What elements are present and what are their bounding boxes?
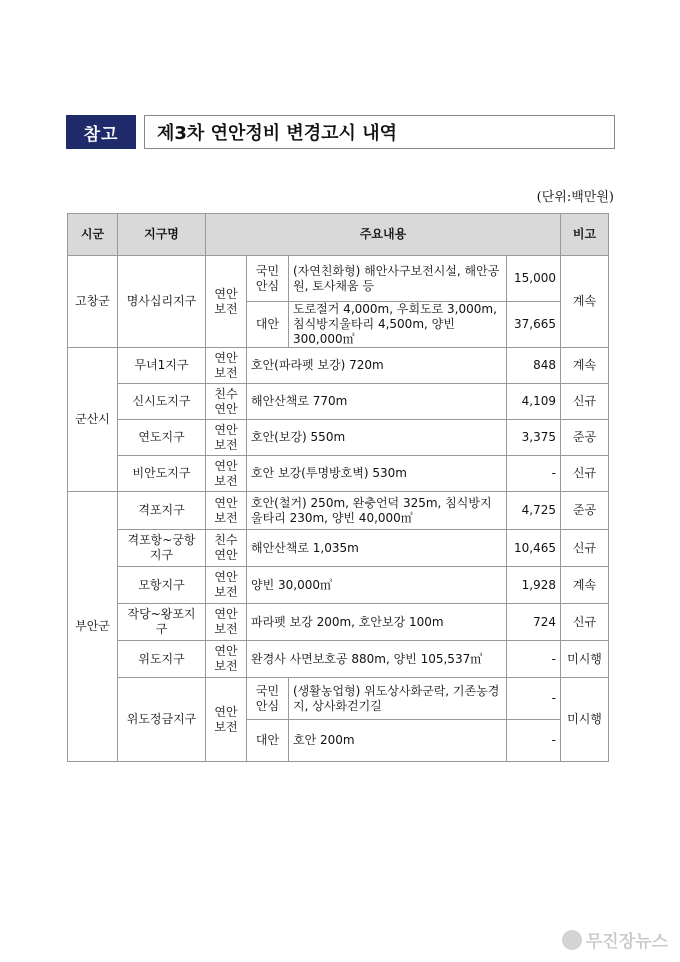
type-cell: 친수 연안 [206,530,247,567]
desc-cell: 양빈 30,000㎥ [247,567,507,604]
note-cell: 준공 [561,492,609,530]
page-title: 제3차 연안정비 변경고시 내역 [144,115,615,149]
table-header-row [68,214,609,256]
header-content: 주요내용 [206,214,561,256]
district-cell: 모항지구 [118,567,206,604]
table-row [68,604,609,641]
type-cell: 연안 보전 [206,420,247,456]
region-cell: 군산시 [68,348,118,492]
amount-cell: 15,000 [507,256,561,302]
table-row [68,492,609,530]
amount-cell: 4,725 [507,492,561,530]
amount-cell: 3,375 [507,420,561,456]
note-cell: 미시행 [561,678,609,762]
district-cell: 작당~왕포지구 [118,604,206,641]
note-cell: 준공 [561,420,609,456]
type-cell: 연안 보전 [206,641,247,678]
desc-cell: 해안산책로 770m [247,384,507,420]
unit-label: (단위:백만원) [536,190,614,205]
type-cell: 연안 보전 [206,456,247,492]
desc-cell: (자연친화형) 해안사구보전시설, 해안공원, 토사채움 등 [289,256,507,302]
plan-table [67,213,609,762]
amount-cell: 1,928 [507,567,561,604]
type-cell: 연안 보전 [206,348,247,384]
note-cell: 신규 [561,384,609,420]
reference-badge: 참고 [66,115,136,149]
region-cell: 부안군 [68,492,118,762]
note-cell: 계속 [561,256,609,348]
table-row [68,384,609,420]
district-cell: 무녀1지구 [118,348,206,384]
watermark-text: 무진장뉴스 [585,932,668,952]
desc-cell: 호안 200m [289,720,507,762]
watermark-logo-icon [562,930,582,950]
district-cell: 격포지구 [118,492,206,530]
desc-cell: 호안(파라펫 보강) 720m [247,348,507,384]
table-row [68,456,609,492]
note-cell: 계속 [561,348,609,384]
header-region: 시군 [68,214,118,256]
header-district: 지구명 [118,214,206,256]
desc-cell: 호안 보강(투명방호벽) 530m [247,456,507,492]
table-row [68,641,609,678]
note-cell: 신규 [561,604,609,641]
sub-label-cell: 대안 [247,302,289,348]
table-row [68,530,609,567]
type-cell: 연안 보전 [206,256,247,348]
watermark [562,927,668,952]
desc-cell: 호안(보강) 550m [247,420,507,456]
amount-cell: - [507,641,561,678]
type-cell: 연안 보전 [206,567,247,604]
table-row [68,420,609,456]
type-cell: 연안 보전 [206,604,247,641]
desc-cell: 호안(철거) 250m, 완충언덕 325m, 침식방지울타리 230m, 양빈 40,000㎥ [247,492,507,530]
desc-cell: 파라펫 보강 200m, 호안보강 100m [247,604,507,641]
sub-label-cell: 국민 안심 [247,678,289,720]
district-cell: 연도지구 [118,420,206,456]
type-cell: 친수 연안 [206,384,247,420]
amount-cell: 4,109 [507,384,561,420]
type-cell: 연안 보전 [206,492,247,530]
district-cell: 명사십리지구 [118,256,206,348]
desc-cell: (생활농업형) 위도상사화군락, 기존농경지, 상사화걷기길 [289,678,507,720]
table-row [68,567,609,604]
desc-cell: 완경사 사면보호공 880m, 양빈 105,537㎥ [247,641,507,678]
district-cell: 격포항~궁항 지구 [118,530,206,567]
district-cell: 위도정금지구 [118,678,206,762]
sub-label-cell: 대안 [247,720,289,762]
table-row [68,256,609,302]
amount-cell: 37,665 [507,302,561,348]
amount-cell: - [507,456,561,492]
table-row [68,678,609,720]
amount-cell: - [507,720,561,762]
sub-label-cell: 국민 안심 [247,256,289,302]
note-cell: 신규 [561,456,609,492]
section-header [66,115,615,149]
district-cell: 신시도지구 [118,384,206,420]
table-row [68,348,609,384]
district-cell: 비안도지구 [118,456,206,492]
desc-cell: 해안산책로 1,035m [247,530,507,567]
note-cell: 미시행 [561,641,609,678]
note-cell: 신규 [561,530,609,567]
type-cell: 연안 보전 [206,678,247,762]
amount-cell: 848 [507,348,561,384]
desc-cell: 도로절거 4,000m, 우회도로 3,000m, 침식방지울타리 4,500m, 양빈 300,000㎥ [289,302,507,348]
district-cell: 위도지구 [118,641,206,678]
amount-cell: 10,465 [507,530,561,567]
amount-cell: 724 [507,604,561,641]
note-cell: 계속 [561,567,609,604]
amount-cell: - [507,678,561,720]
header-note: 비고 [561,214,609,256]
region-cell: 고창군 [68,256,118,348]
